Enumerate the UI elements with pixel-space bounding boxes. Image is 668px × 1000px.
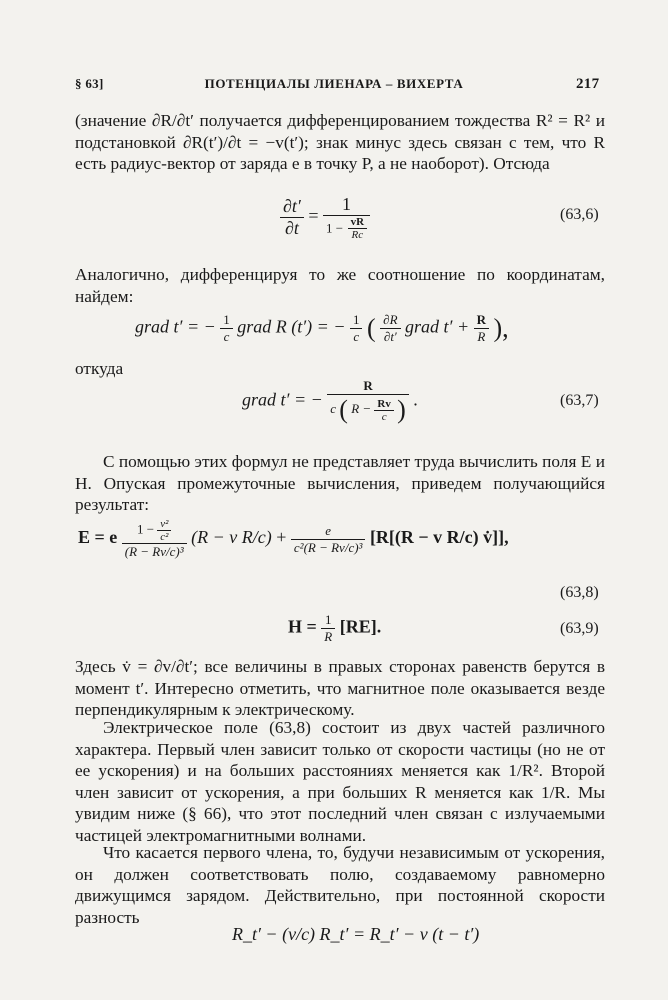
fraction-dt: [280, 196, 304, 239]
inner-fraction: [157, 518, 171, 543]
inner-den: c²: [160, 531, 169, 543]
fraction-1-c: [220, 312, 233, 345]
frac-num: e: [291, 523, 366, 540]
frac-num: 1: [220, 312, 233, 329]
frac-den: R: [477, 329, 486, 344]
fraction-1-R: [321, 612, 335, 645]
expr-part: [RE].: [339, 616, 382, 637]
paragraph-4: С помощью этих формул не представляет труда вычислить поля E и H. Опуская промежуточные вычисления, приведем получающийся результат:: [75, 452, 605, 514]
plus-sign: +: [276, 527, 287, 548]
fraction-term-2: [291, 523, 366, 556]
num-term: 1 −: [136, 521, 155, 537]
frac-num: 1: [321, 612, 335, 629]
fraction-dR-dt: [380, 312, 400, 345]
den-c: c: [330, 400, 337, 416]
frac-num: ∂R: [380, 312, 400, 329]
equation-label-63-6: (63,6): [560, 206, 599, 223]
paragraph-3: откуда: [75, 359, 124, 378]
paragraph-6: Электрическое поле (63,8) состоит из двух частей различного характера. Первый член зависит только от скорости частицы (но не от ее ускорения) и на больших расстояниях меняется как 1/R². Второй член зависит от ускорения, а при больших R меняется как 1/R. Мы увидим ниже (§ 66), что этот последний член связан с излучаемыми частицей электромагнитными волнами.: [75, 718, 605, 845]
frac-den: c: [353, 329, 360, 344]
paragraph-1: (значение ∂R/∂t′ получается дифференцированием тождества R² = R² и подстановкой ∂R(t′)/∂t = −v(t′); знак минус здесь связан с тем, что R есть радиус-вектор от заряда e в точку P, а не наоборот). Отсюда: [75, 111, 605, 173]
fraction-term-1: [122, 518, 187, 560]
running-title: ПОТЕНЦИАЛЫ ЛИЕНАРА – ВИХЕРТА: [204, 76, 464, 91]
den-term: 1 −: [326, 220, 344, 236]
fraction-rhs: [323, 194, 370, 241]
equation-63-7: [242, 378, 418, 425]
expr-part: [R[(R − v R/c) v̇]],: [369, 527, 509, 548]
paragraph-2: Аналогично, дифференцируя то же соотношение по координатам, найдем:: [75, 265, 605, 306]
equation-last: R_t′ − (v/c) R_t′ = R_t′ − v (t − t′): [232, 924, 480, 944]
paren: (: [366, 313, 376, 343]
paragraph-5: Здесь v̇ = ∂v/∂t′; все величины в правых сторонах равенств берутся в момент t′. Интересно отметить, что магнитное поле оказывается везде перпендикулярным к электрическому.: [75, 657, 605, 719]
expr-part: grad t′ = −: [242, 389, 323, 410]
frac-num: R: [474, 312, 489, 329]
equation-label-63-8: (63,8): [560, 584, 599, 601]
inner-fraction: [348, 216, 367, 241]
section-ref: § 63]: [75, 76, 104, 91]
frac-num: 1: [350, 312, 363, 329]
inner-num: v²: [157, 518, 171, 531]
den-term: R −: [351, 400, 372, 416]
paren: ): [397, 395, 406, 424]
paragraph-7: Что касается первого члена, то, будучи независимым от ускорения, он должен соответствовать полю, создаваемому равномерно движущимся зарядом. Действительно, при постоянной скорости разность: [75, 843, 605, 927]
equation-label-63-9: (63,9): [560, 620, 599, 637]
frac-den: c²(R − Rv/c)³: [293, 539, 363, 555]
expr-part: grad t′ +: [405, 316, 470, 337]
page-number: 217: [576, 76, 600, 92]
expr-part: E = e: [78, 527, 118, 548]
equation-grad-t: [135, 312, 509, 345]
equals-sign: =: [308, 205, 319, 226]
frac-den: R: [324, 629, 333, 644]
paren: ),: [493, 313, 509, 343]
equation-63-9: [288, 612, 381, 645]
frac-num: R: [327, 378, 409, 395]
expr-part: (R − v R/c): [191, 527, 272, 548]
equation-63-8: [78, 518, 509, 560]
inner-num: Rv: [374, 398, 393, 411]
expr-part: H =: [288, 616, 317, 637]
inner-den: Rc: [351, 229, 364, 241]
fraction-1-c: [350, 312, 363, 345]
frac-den: c: [223, 329, 230, 344]
frac-den: ∂t′: [383, 329, 397, 344]
frac-den: (R − Rv/c)³: [124, 544, 184, 559]
period: .: [413, 389, 418, 410]
expr-part: grad R (t′) = −: [237, 316, 346, 337]
frac-num: 1: [323, 194, 370, 216]
paren: (: [339, 395, 348, 424]
frac-num: ∂t′: [280, 196, 304, 218]
expr-part: grad t′ = −: [135, 316, 216, 337]
inner-num: vR: [348, 216, 367, 229]
inner-den: c: [381, 410, 387, 423]
frac-den: ∂t: [284, 218, 299, 238]
equation-label-63-7: (63,7): [560, 392, 599, 409]
equation-63-6: [280, 194, 370, 241]
inner-fraction: [374, 398, 393, 423]
fraction-main: [327, 378, 409, 425]
fraction-R-R: [474, 312, 489, 345]
